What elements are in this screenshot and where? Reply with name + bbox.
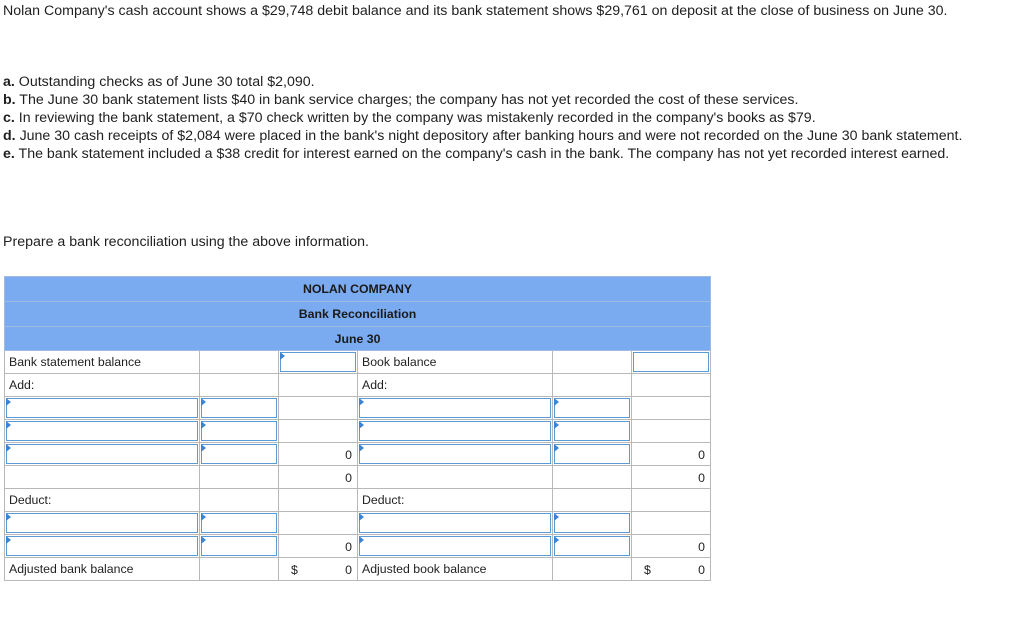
book-add-total-value: 0 — [698, 448, 706, 462]
instruction-text: Prepare a bank reconciliation using the above information. — [3, 234, 369, 250]
bank-add-amount-2[interactable] — [200, 420, 279, 443]
dropdown-marker-icon — [6, 444, 11, 452]
adjusted-book-balance-value: 0 — [698, 563, 706, 577]
empty-cell — [553, 466, 632, 489]
adjusted-bank-balance — [279, 558, 358, 581]
empty-cell — [279, 512, 358, 535]
bank-deduct-description-1[interactable] — [5, 512, 200, 535]
currency-symbol: $ — [644, 563, 651, 577]
item-letter: e. — [3, 146, 15, 162]
dropdown-marker-icon — [554, 421, 559, 429]
empty-cell — [279, 374, 358, 397]
item-letter: d. — [3, 128, 16, 144]
dropdown-marker-icon — [554, 444, 559, 452]
bank-deduct-label: Deduct: — [5, 489, 200, 512]
item-text: In reviewing the bank statement, a $70 check written by the company was mistakenly recorded in the company's books as $79. — [18, 110, 816, 126]
problem-intro — [3, 2, 1023, 20]
dropdown-marker-icon — [6, 398, 11, 406]
book-subtotal-value: 0 — [698, 471, 706, 485]
dropdown-marker-icon — [201, 398, 206, 406]
empty-cell — [632, 374, 711, 397]
book-add-total — [632, 443, 711, 466]
empty-cell — [200, 351, 279, 374]
empty-cell — [553, 558, 632, 581]
bank-statement-balance-input[interactable] — [279, 351, 358, 374]
empty-cell — [279, 420, 358, 443]
bank-deduct-total-value: 0 — [345, 540, 352, 554]
bank-add-description-1[interactable] — [5, 397, 200, 420]
empty-cell — [553, 351, 632, 374]
dropdown-marker-icon — [554, 398, 559, 406]
book-deduct-label: Deduct: — [358, 489, 553, 512]
bank-deduct-description-2[interactable] — [5, 535, 200, 558]
item-text: June 30 cash receipts of $2,084 were placed in the bank's night depository after banking hours and were not recorded on the June 30 bank statement. — [19, 128, 963, 144]
empty-cell — [279, 397, 358, 420]
dropdown-marker-icon — [554, 513, 559, 521]
item-text: Outstanding checks as of June 30 total $2,090. — [18, 74, 315, 90]
book-add-amount-1[interactable] — [553, 397, 632, 420]
item-letter: a. — [3, 74, 15, 90]
adjusted-bank-balance-label: Adjusted bank balance — [5, 558, 200, 581]
bank-add-total-value: 0 — [345, 448, 352, 462]
book-add-description-2[interactable] — [358, 420, 553, 443]
item-a — [3, 73, 1023, 91]
book-add-description-1[interactable] — [358, 397, 553, 420]
bank-add-amount-3[interactable] — [200, 443, 279, 466]
intro-text: Nolan Company's cash account shows a $29,748 debit balance and its bank statement shows $29,761 on deposit at the close of business on June 30. — [3, 3, 948, 19]
dropdown-marker-icon — [280, 352, 285, 360]
bank-deduct-total — [279, 535, 358, 558]
bank-add-label: Add: — [5, 374, 200, 397]
dropdown-marker-icon — [359, 513, 364, 521]
book-deduct-description-2[interactable] — [358, 535, 553, 558]
bank-statement-balance-label: Bank statement balance — [5, 351, 200, 374]
empty-cell — [358, 466, 553, 489]
adjusted-book-balance-label: Adjusted book balance — [358, 558, 553, 581]
dropdown-marker-icon — [201, 421, 206, 429]
bank-subtotal-value: 0 — [345, 471, 352, 485]
book-add-amount-3[interactable] — [553, 443, 632, 466]
dropdown-marker-icon — [359, 398, 364, 406]
bank-add-description-2[interactable] — [5, 420, 200, 443]
empty-cell — [279, 489, 358, 512]
book-deduct-amount-1[interactable] — [553, 512, 632, 535]
empty-cell — [632, 420, 711, 443]
empty-cell — [200, 466, 279, 489]
adjusted-book-balance — [632, 558, 711, 581]
dropdown-marker-icon — [359, 536, 364, 544]
empty-cell — [200, 558, 279, 581]
item-letter: b. — [3, 92, 16, 108]
item-text: The June 30 bank statement lists $40 in bank service charges; the company has not yet recorded the cost of these services. — [19, 92, 799, 108]
dropdown-marker-icon — [201, 536, 206, 544]
empty-cell — [553, 489, 632, 512]
dropdown-marker-icon — [6, 421, 11, 429]
dropdown-marker-icon — [201, 444, 206, 452]
dropdown-marker-icon — [359, 444, 364, 452]
empty-cell — [553, 374, 632, 397]
problem-items — [3, 73, 1023, 163]
bank-reconciliation-table — [4, 276, 711, 581]
book-subtotal — [632, 466, 711, 489]
dropdown-marker-icon — [6, 513, 11, 521]
item-letter: c. — [3, 110, 15, 126]
dropdown-marker-icon — [554, 536, 559, 544]
book-add-description-3[interactable] — [358, 443, 553, 466]
bank-deduct-amount-2[interactable] — [200, 535, 279, 558]
item-c — [3, 109, 1023, 127]
item-b — [3, 91, 1023, 109]
bank-add-total — [279, 443, 358, 466]
dropdown-marker-icon — [201, 513, 206, 521]
currency-symbol: $ — [291, 563, 298, 577]
book-deduct-amount-2[interactable] — [553, 535, 632, 558]
book-balance-label: Book balance — [358, 351, 553, 374]
book-balance-input[interactable] — [632, 351, 711, 374]
book-deduct-total-value: 0 — [698, 540, 706, 554]
bank-add-description-3[interactable] — [5, 443, 200, 466]
book-add-label: Add: — [358, 374, 553, 397]
report-title: Bank Reconciliation — [5, 302, 711, 327]
book-deduct-total — [632, 535, 711, 558]
dropdown-marker-icon — [6, 536, 11, 544]
item-text: The bank statement included a $38 credit for interest earned on the company's cash in the bank. The company has not yet recorded interest earned. — [18, 146, 950, 162]
empty-cell — [200, 489, 279, 512]
item-d — [3, 127, 1023, 145]
book-deduct-description-1[interactable] — [358, 512, 553, 535]
bank-add-amount-1[interactable] — [200, 397, 279, 420]
empty-cell — [632, 489, 711, 512]
company-name: NOLAN COMPANY — [5, 277, 711, 302]
adjusted-bank-balance-value: 0 — [345, 563, 352, 577]
report-date: June 30 — [5, 327, 711, 351]
bank-subtotal — [279, 466, 358, 489]
book-add-amount-2[interactable] — [553, 420, 632, 443]
empty-cell — [632, 397, 711, 420]
bank-deduct-amount-1[interactable] — [200, 512, 279, 535]
empty-cell — [632, 512, 711, 535]
empty-cell — [200, 374, 279, 397]
dropdown-marker-icon — [359, 421, 364, 429]
item-e — [3, 145, 1023, 163]
empty-cell — [5, 466, 200, 489]
